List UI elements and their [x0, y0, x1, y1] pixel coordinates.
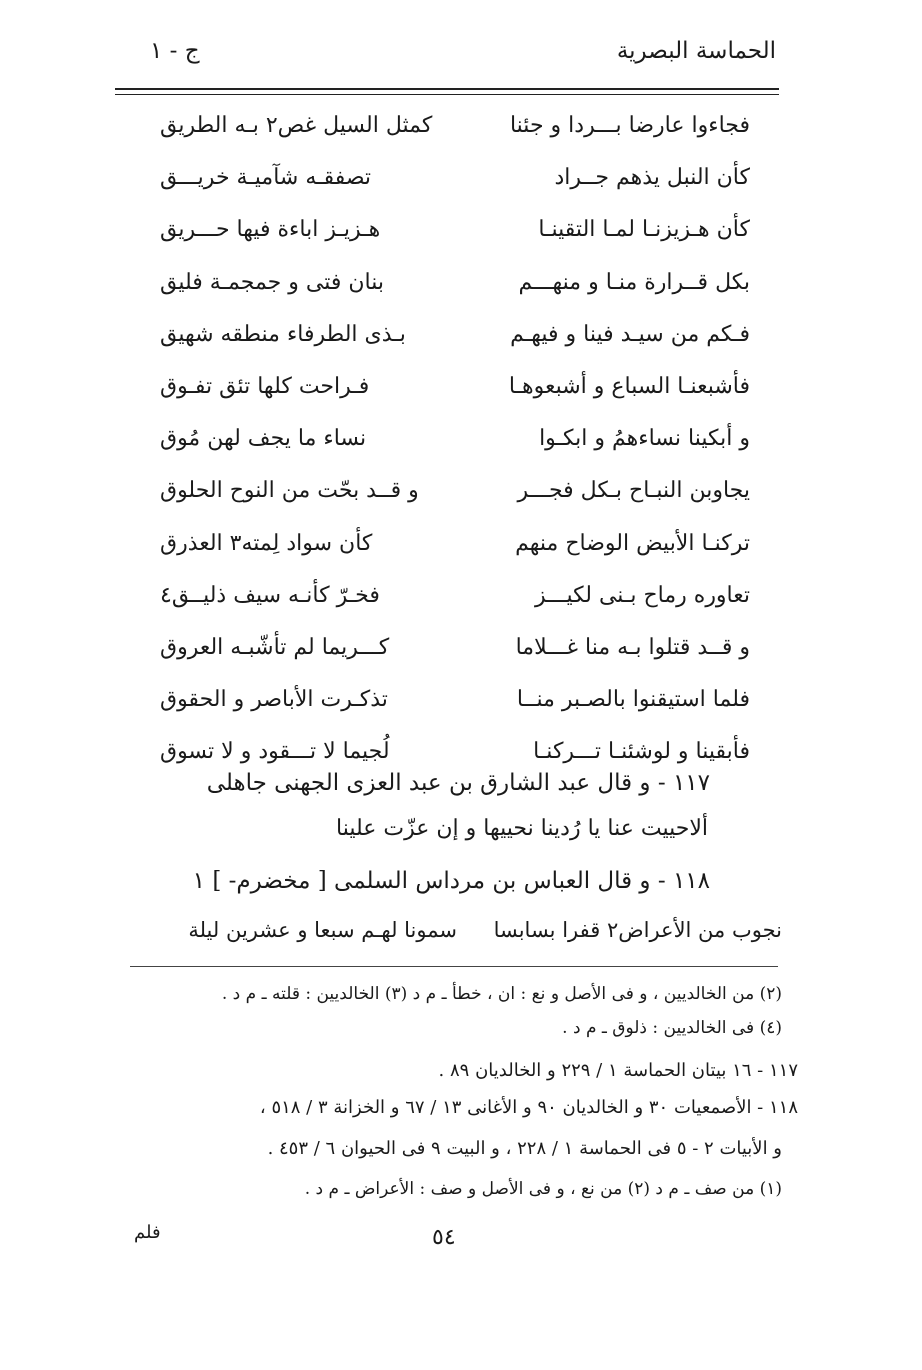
header-rule: [115, 88, 779, 90]
volume-label: ج - ١: [150, 38, 200, 64]
verse-line: [140, 262, 780, 314]
verse-line: [140, 418, 780, 470]
second-hemistich: كـــريما لم تأشّبـه العروق: [160, 634, 390, 660]
second-hemistich: كمثل السيل غص٢ بـه الطريق: [160, 113, 433, 138]
footnote: ١١٧ - ١٦ بيتان الحماسة ١ / ٢٢٩ و الخالديان ٨٩ .: [438, 1060, 798, 1081]
first-hemistich: و أبكينا نساءهمُ و ابكـوا: [539, 426, 750, 452]
second-hemistich: تصفقـه شآميـة خريـــق: [160, 165, 372, 191]
second-hemistich: فخـرّ كأنـه سيف ذليــق٤: [160, 582, 380, 608]
verse-line: [140, 209, 780, 261]
first-hemistich: فأبقينا و لوشئنـا تـــركنـا: [533, 739, 750, 765]
section-118-heading: ١١٨ - و قال العباس بن مرداس السلمى [ مخضرم- ] ١: [192, 868, 710, 894]
running-title: الحماسة البصرية: [616, 38, 776, 64]
first-hemistich: فجاءوا عارضا بـــردا و جئنا: [509, 113, 750, 138]
header-rule-thin: [115, 94, 779, 95]
first-hemistich: كأن النبل يذهم جــراد: [554, 165, 750, 191]
page-number: ٥٤: [432, 1225, 456, 1250]
verse-line: [140, 314, 780, 366]
second-hemistich: و قــد بحّت من النوح الحلوق: [160, 478, 419, 504]
footnote: و الأبيات ٢ - ٥ فى الحماسة ١ / ٢٢٨ ، و البيت ٩ فى الحيوان ٦ / ٤٥٣ .: [267, 1138, 782, 1159]
second-hemistich: بـذى الطرفاء منطقه شهيق: [160, 321, 406, 347]
section-117-heading: ١١٧ - و قال عبد الشارق بن عبد العزى الجهنى جاهلى: [206, 770, 710, 796]
verse-line: [140, 470, 780, 522]
verse-line: [140, 366, 780, 418]
first-hemistich: فـكم من سيـد فينا و فيهـم: [510, 321, 750, 347]
footnote: (٤) فى الخالديين : ذلوق ـ م د .: [562, 1018, 782, 1038]
first-hemistich: بكل قــرارة منـا و منهـــم: [518, 269, 750, 295]
second-hemistich: هـزيـز اباءة فيها حـــريق: [160, 217, 381, 243]
section-118-verse-first: سمونا لهـم سبعا و عشرين ليلة: [188, 918, 457, 942]
first-hemistich: تعاوره رماح بـنى لكيـــز: [534, 582, 750, 608]
section-117-verse: ألاحييت عنا يا رُدينا نحييها و إن عزّت علينا: [336, 816, 708, 841]
verse-line: [140, 105, 780, 157]
second-hemistich: نساء ما يجف لهن مُوق: [160, 426, 367, 452]
second-hemistich: بنان فتى و جمجمـة فليق: [160, 269, 384, 295]
second-hemistich: كأن سواد لِمته٣ العذرق: [160, 530, 373, 556]
first-hemistich: يجاوبن النبـاح بـكل فجـــر: [517, 478, 750, 504]
second-hemistich: لُجيما لا تـــقود و لا تسوق: [160, 739, 390, 765]
footnote: ١١٨ - الأصمعيات ٣٠ و الخالديان ٩٠ و الأغانى ١٣ / ٦٧ و الخزانة ٣ / ٥١٨ ،: [259, 1097, 798, 1118]
poem-verses: [140, 105, 780, 783]
first-hemistich: و قــد قتلوا بـه منا غـــلاما: [515, 634, 750, 660]
footnote: (١) من صف ـ م د (٢) من نع ، و فى الأصل و صف : الأعراض ـ م د .: [304, 1179, 782, 1199]
catchword: فلم: [134, 1222, 161, 1243]
first-hemistich: تركنـا الأبيض الوضاح منهم: [515, 530, 750, 556]
footnote: (٢) من الخالديين ، و فى الأصل و نع : ان ، خطأ ـ م د (٣) الخالديين : قلته ـ م د .: [221, 984, 782, 1004]
second-hemistich: تذكـرت الأباصر و الحقوق: [160, 687, 388, 713]
footnote-rule: [130, 966, 778, 967]
verse-line: [140, 575, 780, 627]
verse-line: [140, 157, 780, 209]
first-hemistich: فأشبعنـا السباع و أشبعوهـا: [508, 373, 750, 399]
first-hemistich: كأن هـزيزنـا لمـا التقينـا: [538, 217, 750, 243]
verse-line: [140, 523, 780, 575]
verse-line: [140, 627, 780, 679]
second-hemistich: فـراحت كلها تئق تفـوق: [160, 373, 370, 399]
first-hemistich: فلما استيقنوا بالصـبر منــا: [516, 687, 750, 713]
section-118-verse-second: نجوب من الأعراض٢ قفرا بسابسا: [493, 918, 782, 942]
verse-line: [140, 679, 780, 731]
